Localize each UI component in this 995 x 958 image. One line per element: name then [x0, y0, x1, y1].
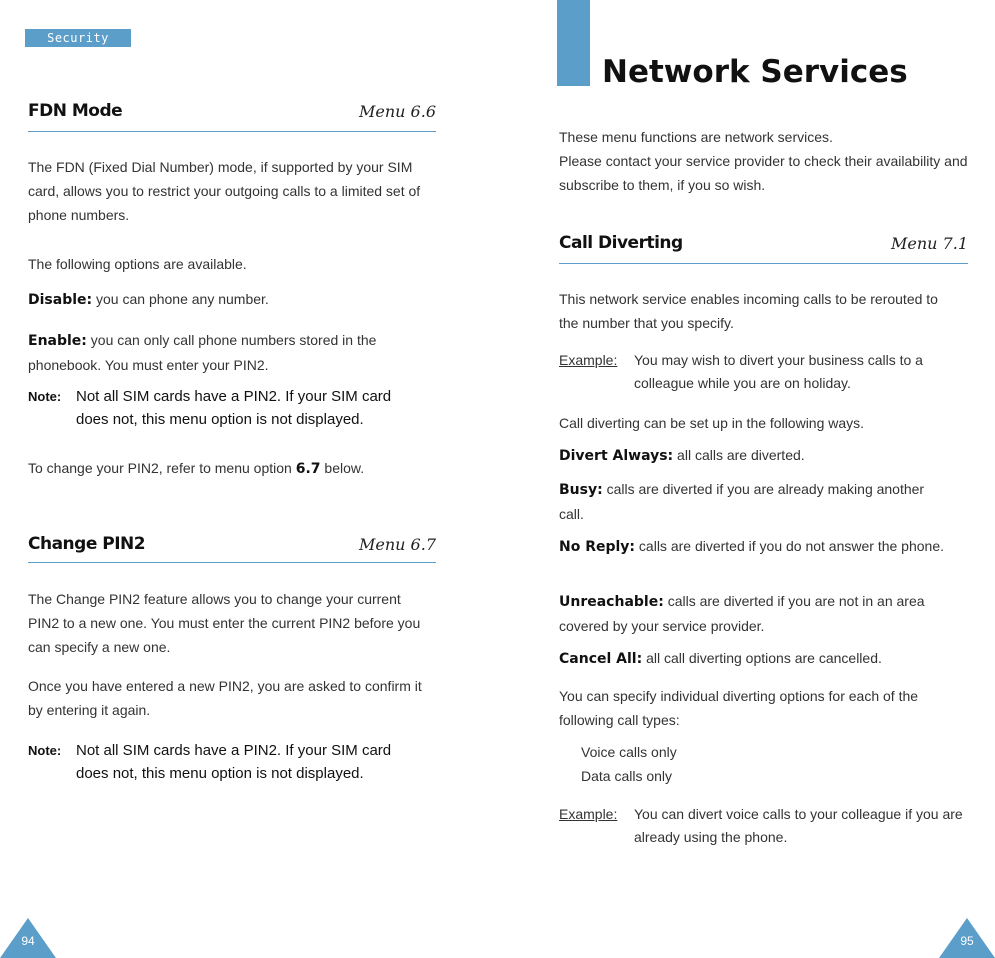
option-label: Busy:	[559, 482, 603, 498]
example-1	[559, 349, 969, 395]
option-text: calls are diverted if you do not answer the phone.	[638, 538, 944, 554]
chapter-intro: These menu functions are network services. Please contact your service provider to check their availability and subscribe to them, if you so wish.	[559, 129, 968, 193]
call-type-voice: Voice calls only	[581, 744, 677, 760]
call-types-intro: You can specify individual diverting options for each of the following call types:	[559, 688, 919, 728]
fdn-menu-ref: Menu 6.6	[359, 102, 436, 121]
fdn-divider	[28, 131, 436, 132]
fdn-enable-option	[28, 328, 438, 377]
call-diverting-title: Call Diverting	[559, 233, 683, 253]
call-diverting-divider	[559, 263, 968, 264]
call-diverting-menu-ref: Menu 7.1	[891, 234, 968, 253]
option-label: Divert Always:	[559, 448, 674, 464]
menu-option-ref: 6.7	[295, 461, 321, 477]
note-text: Not all SIM cards have a PIN2. If your SIM card does not, this menu option is not displayed.	[76, 742, 392, 782]
option-label: Unreachable:	[559, 594, 664, 610]
option-unreachable	[559, 589, 959, 638]
example-text: You can divert voice calls to your colleague if you are already using the phone.	[634, 806, 963, 845]
option-cancel-all	[559, 646, 969, 671]
chapter-title: Network Services	[602, 54, 908, 90]
pin2-divider	[28, 562, 436, 563]
fdn-disable-option	[28, 287, 438, 312]
change-pin2-title: Change PIN2	[28, 534, 146, 554]
page-number-right: 95	[960, 934, 974, 948]
example-label: Example:	[559, 352, 618, 368]
option-text: calls are diverted if you are not in an area covered by your service provider.	[559, 593, 925, 634]
disable-label: Disable:	[28, 292, 93, 308]
option-label: No Reply:	[559, 539, 636, 555]
enable-text: you can only call phone numbers stored in the phonebook. You must enter your PIN2.	[28, 332, 377, 373]
fdn-options-intro: The following options are available.	[28, 256, 247, 272]
fdn-description: The FDN (Fixed Dial Number) mode, if supported by your SIM card, allows you to restrict your outgoing calls to a limited set of phone numbers.	[28, 159, 421, 223]
option-text: all call diverting options are cancelled.	[646, 650, 882, 666]
pin2-menu-ref: Menu 6.7	[359, 535, 436, 554]
disable-text: you can phone any number.	[96, 291, 269, 307]
section-tab: Security	[25, 29, 131, 47]
note-label: Note:	[28, 743, 62, 758]
option-text: calls are diverted if you are already making another call.	[559, 481, 925, 522]
note-text: Not all SIM cards have a PIN2. If your SIM card does not, this menu option is not displayed.	[76, 388, 392, 428]
example-label: Example:	[559, 806, 618, 822]
option-text: all calls are diverted.	[677, 447, 805, 463]
enable-label: Enable:	[28, 333, 87, 349]
fdn-mode-title: FDN Mode	[28, 101, 123, 121]
page-number-left: 94	[21, 934, 35, 948]
option-busy	[559, 477, 939, 526]
change-pin2-reference	[28, 456, 438, 481]
option-divert-always	[559, 443, 969, 468]
call-diverting-description: This network service enables incoming calls to be rerouted to the number that you specify.	[559, 291, 938, 331]
option-label: Cancel All:	[559, 651, 643, 667]
option-no-reply	[559, 534, 959, 559]
pin2-description: The Change PIN2 feature allows you to change your current PIN2 to a new one. You must enter the current PIN2 before you can specify a new one.	[28, 591, 421, 655]
call-type-data: Data calls only	[581, 768, 673, 784]
example-text: You may wish to divert your business calls to a colleague while you are on holiday.	[634, 352, 923, 391]
note-label: Note:	[28, 389, 62, 404]
pin2-note	[28, 739, 423, 785]
fdn-note	[28, 385, 423, 431]
reference-suffix: below.	[324, 460, 365, 476]
pin2-confirm-text: Once you have entered a new PIN2, you are asked to confirm it by entering it again.	[28, 678, 422, 718]
reference-text: To change your PIN2, refer to menu option	[28, 460, 292, 476]
diverting-ways-intro: Call diverting can be set up in the following ways.	[559, 415, 865, 431]
example-2	[559, 803, 969, 849]
chapter-marker	[557, 0, 590, 86]
